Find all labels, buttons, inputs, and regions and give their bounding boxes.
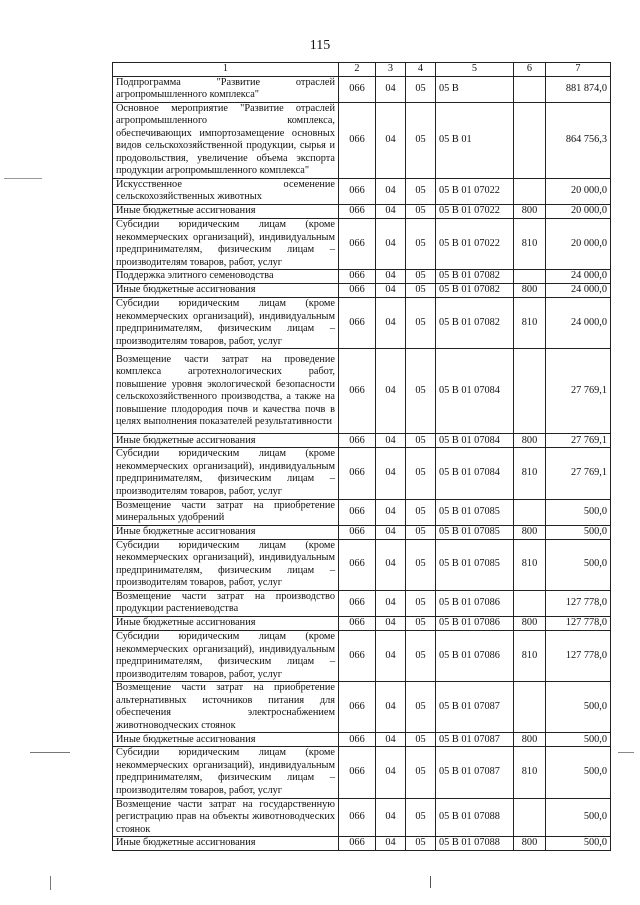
row-ved-cell: 066	[339, 298, 376, 349]
row-rz-cell: 04	[376, 219, 406, 270]
row-rz-cell: 04	[376, 798, 406, 837]
row-csr-cell: 05 В 01 07085	[436, 499, 514, 525]
row-pr-cell: 05	[406, 798, 436, 837]
row-csr-cell: 05 В	[436, 76, 514, 102]
row-pr-cell: 05	[406, 525, 436, 539]
row-sum-cell: 500,0	[546, 682, 611, 733]
row-name-cell: Возмещение части затрат на приобретение минеральных удобрений	[113, 499, 339, 525]
row-sum-cell: 500,0	[546, 525, 611, 539]
row-vr-cell: 810	[514, 539, 546, 590]
row-ved-cell: 066	[339, 349, 376, 434]
row-pr-cell: 05	[406, 590, 436, 616]
row-rz-cell: 04	[376, 539, 406, 590]
table-row	[113, 525, 611, 539]
row-rz-cell: 04	[376, 630, 406, 681]
row-name-cell: Иные бюджетные ассигнования	[113, 616, 339, 630]
row-csr-cell: 05 В 01 07087	[436, 682, 514, 733]
table-row	[113, 349, 611, 434]
row-vr-cell	[514, 178, 546, 204]
row-vr-cell: 810	[514, 219, 546, 270]
row-ved-cell: 066	[339, 284, 376, 298]
row-rz-cell: 04	[376, 76, 406, 102]
row-csr-cell: 05 В 01 07088	[436, 798, 514, 837]
header-cell: 4	[406, 63, 436, 77]
row-vr-cell: 800	[514, 837, 546, 851]
row-vr-cell	[514, 590, 546, 616]
row-pr-cell: 05	[406, 205, 436, 219]
table-row	[113, 616, 611, 630]
row-name-cell: Искусственное осеменение сельскохозяйственных животных	[113, 178, 339, 204]
scan-speck	[618, 752, 634, 753]
row-name-cell: Иные бюджетные ассигнования	[113, 525, 339, 539]
row-vr-cell: 810	[514, 630, 546, 681]
row-vr-cell: 810	[514, 298, 546, 349]
row-pr-cell: 05	[406, 349, 436, 434]
row-name-cell: Основное мероприятие "Развитие отраслей агропромышленного комплекса, обеспечивающих импортозамещение основных видов сельскохозяйственной продукции, сырья и продовольствия, увеличение объема экспорта продукции агропромышленного комплекса"	[113, 102, 339, 178]
row-csr-cell: 05 В 01 07084	[436, 448, 514, 499]
row-vr-cell: 800	[514, 205, 546, 219]
row-ved-cell: 066	[339, 616, 376, 630]
row-vr-cell: 800	[514, 284, 546, 298]
row-csr-cell: 05 В 01 07022	[436, 178, 514, 204]
row-pr-cell: 05	[406, 747, 436, 798]
row-ved-cell: 066	[339, 798, 376, 837]
row-rz-cell: 04	[376, 590, 406, 616]
row-pr-cell: 05	[406, 178, 436, 204]
row-sum-cell: 127 778,0	[546, 590, 611, 616]
row-pr-cell: 05	[406, 448, 436, 499]
row-sum-cell: 127 778,0	[546, 630, 611, 681]
row-sum-cell: 881 874,0	[546, 76, 611, 102]
row-rz-cell: 04	[376, 525, 406, 539]
row-name-cell: Иные бюджетные ассигнования	[113, 205, 339, 219]
row-ved-cell: 066	[339, 434, 376, 448]
row-pr-cell: 05	[406, 219, 436, 270]
row-name-cell: Субсидии юридическим лицам (кроме некоммерческих организаций), индивидуальным предпринимателям, физическим лицам – производителям товаров, работ, услуг	[113, 747, 339, 798]
table-row	[113, 499, 611, 525]
row-csr-cell: 05 В 01 07082	[436, 270, 514, 284]
row-csr-cell: 05 В 01 07086	[436, 616, 514, 630]
row-csr-cell: 05 В 01 07082	[436, 298, 514, 349]
row-name-cell: Подпрограмма "Развитие отраслей агропромышленного комплекса"	[113, 76, 339, 102]
row-sum-cell: 24 000,0	[546, 270, 611, 284]
row-name-cell: Субсидии юридическим лицам (кроме некоммерческих организаций), индивидуальным предпринимателям, физическим лицам – производителям товаров, работ, услуг	[113, 539, 339, 590]
row-pr-cell: 05	[406, 682, 436, 733]
row-sum-cell: 500,0	[546, 733, 611, 747]
row-rz-cell: 04	[376, 284, 406, 298]
row-csr-cell: 05 В 01 07082	[436, 284, 514, 298]
row-vr-cell	[514, 270, 546, 284]
row-vr-cell: 810	[514, 448, 546, 499]
row-pr-cell: 05	[406, 298, 436, 349]
row-vr-cell: 810	[514, 747, 546, 798]
row-csr-cell: 05 В 01 07085	[436, 539, 514, 590]
table-row	[113, 682, 611, 733]
row-ved-cell: 066	[339, 630, 376, 681]
table-row	[113, 434, 611, 448]
row-sum-cell: 27 769,1	[546, 434, 611, 448]
table-row	[113, 733, 611, 747]
row-sum-cell: 24 000,0	[546, 298, 611, 349]
scan-speck	[30, 752, 70, 753]
row-sum-cell: 20 000,0	[546, 178, 611, 204]
row-vr-cell	[514, 798, 546, 837]
scan-speck	[50, 876, 51, 890]
row-csr-cell: 05 В 01	[436, 102, 514, 178]
row-pr-cell: 05	[406, 837, 436, 851]
row-name-cell: Возмещение части затрат на производство продукции растениеводства	[113, 590, 339, 616]
row-name-cell: Иные бюджетные ассигнования	[113, 284, 339, 298]
row-vr-cell: 800	[514, 616, 546, 630]
scan-speck	[4, 178, 42, 179]
row-ved-cell: 066	[339, 219, 376, 270]
row-ved-cell: 066	[339, 747, 376, 798]
row-vr-cell	[514, 682, 546, 733]
scan-speck	[430, 876, 431, 888]
row-name-cell: Возмещение части затрат на приобретение альтернативных источников питания для обеспечения электроснабжением животноводческих стоянок	[113, 682, 339, 733]
row-csr-cell: 05 В 01 07084	[436, 349, 514, 434]
row-rz-cell: 04	[376, 102, 406, 178]
header-cell: 1	[113, 63, 339, 77]
table-row	[113, 270, 611, 284]
row-rz-cell: 04	[376, 733, 406, 747]
table-row	[113, 837, 611, 851]
table-row	[113, 205, 611, 219]
row-ved-cell: 066	[339, 733, 376, 747]
row-ved-cell: 066	[339, 178, 376, 204]
row-rz-cell: 04	[376, 682, 406, 733]
header-cell: 7	[546, 63, 611, 77]
table-row	[113, 102, 611, 178]
row-name-cell: Возмещение части затрат на проведение комплекса агротехнологических работ, повышение уровня экологической безопасности сельскохозяйственного производства, а также на повышение плодородия почв и качества почв в целях выполнения показателей результативности	[113, 349, 339, 434]
header-cell: 2	[339, 63, 376, 77]
row-name-cell: Иные бюджетные ассигнования	[113, 837, 339, 851]
row-pr-cell: 05	[406, 539, 436, 590]
row-vr-cell	[514, 349, 546, 434]
row-sum-cell: 500,0	[546, 798, 611, 837]
row-ved-cell: 066	[339, 76, 376, 102]
row-rz-cell: 04	[376, 616, 406, 630]
row-csr-cell: 05 В 01 07087	[436, 747, 514, 798]
row-name-cell: Иные бюджетные ассигнования	[113, 733, 339, 747]
row-vr-cell	[514, 102, 546, 178]
row-name-cell: Иные бюджетные ассигнования	[113, 434, 339, 448]
table-body	[113, 63, 611, 851]
row-ved-cell: 066	[339, 102, 376, 178]
table-header-row	[113, 63, 611, 77]
table-row	[113, 219, 611, 270]
row-name-cell: Субсидии юридическим лицам (кроме некоммерческих организаций), индивидуальным предпринимателям, физическим лицам – производителям товаров, работ, услуг	[113, 630, 339, 681]
row-sum-cell: 27 769,1	[546, 448, 611, 499]
budget-table	[112, 62, 611, 851]
table-row	[113, 284, 611, 298]
row-sum-cell: 20 000,0	[546, 219, 611, 270]
row-csr-cell: 05 В 01 07022	[436, 205, 514, 219]
row-pr-cell: 05	[406, 76, 436, 102]
row-rz-cell: 04	[376, 499, 406, 525]
header-cell: 6	[514, 63, 546, 77]
table-row	[113, 798, 611, 837]
row-sum-cell: 500,0	[546, 539, 611, 590]
row-ved-cell: 066	[339, 205, 376, 219]
row-vr-cell: 800	[514, 733, 546, 747]
page-number: 115	[309, 38, 331, 53]
row-csr-cell: 05 В 01 07085	[436, 525, 514, 539]
row-vr-cell: 800	[514, 434, 546, 448]
table-row	[113, 747, 611, 798]
row-pr-cell: 05	[406, 616, 436, 630]
row-ved-cell: 066	[339, 270, 376, 284]
row-pr-cell: 05	[406, 733, 436, 747]
table-row	[113, 630, 611, 681]
table-row	[113, 448, 611, 499]
row-rz-cell: 04	[376, 837, 406, 851]
row-vr-cell	[514, 76, 546, 102]
row-ved-cell: 066	[339, 525, 376, 539]
table-row	[113, 590, 611, 616]
row-ved-cell: 066	[339, 448, 376, 499]
row-sum-cell: 127 778,0	[546, 616, 611, 630]
row-csr-cell: 05 В 01 07088	[436, 837, 514, 851]
row-csr-cell: 05 В 01 07084	[436, 434, 514, 448]
row-csr-cell: 05 В 01 07086	[436, 630, 514, 681]
row-pr-cell: 05	[406, 499, 436, 525]
row-sum-cell: 27 769,1	[546, 349, 611, 434]
row-sum-cell: 500,0	[546, 499, 611, 525]
row-pr-cell: 05	[406, 630, 436, 681]
row-rz-cell: 04	[376, 747, 406, 798]
row-rz-cell: 04	[376, 349, 406, 434]
row-vr-cell: 800	[514, 525, 546, 539]
row-name-cell: Субсидии юридическим лицам (кроме некоммерческих организаций), индивидуальным предпринимателям, физическим лицам – производителям товаров, работ, услуг	[113, 448, 339, 499]
row-name-cell: Поддержка элитного семеноводства	[113, 270, 339, 284]
table-row	[113, 539, 611, 590]
row-rz-cell: 04	[376, 270, 406, 284]
row-rz-cell: 04	[376, 434, 406, 448]
table-row	[113, 298, 611, 349]
row-rz-cell: 04	[376, 448, 406, 499]
row-sum-cell: 864 756,3	[546, 102, 611, 178]
row-rz-cell: 04	[376, 298, 406, 349]
row-pr-cell: 05	[406, 102, 436, 178]
row-ved-cell: 066	[339, 682, 376, 733]
row-sum-cell: 24 000,0	[546, 284, 611, 298]
row-ved-cell: 066	[339, 837, 376, 851]
row-pr-cell: 05	[406, 434, 436, 448]
row-rz-cell: 04	[376, 205, 406, 219]
row-rz-cell: 04	[376, 178, 406, 204]
header-cell: 5	[436, 63, 514, 77]
row-csr-cell: 05 В 01 07022	[436, 219, 514, 270]
row-pr-cell: 05	[406, 270, 436, 284]
row-sum-cell: 20 000,0	[546, 205, 611, 219]
row-ved-cell: 066	[339, 539, 376, 590]
row-pr-cell: 05	[406, 284, 436, 298]
header-cell: 3	[376, 63, 406, 77]
row-csr-cell: 05 В 01 07086	[436, 590, 514, 616]
row-vr-cell	[514, 499, 546, 525]
table-row	[113, 178, 611, 204]
row-ved-cell: 066	[339, 499, 376, 525]
row-ved-cell: 066	[339, 590, 376, 616]
row-name-cell: Субсидии юридическим лицам (кроме некоммерческих организаций), индивидуальным предпринимателям, физическим лицам – производителям товаров, работ, услуг	[113, 298, 339, 349]
row-sum-cell: 500,0	[546, 837, 611, 851]
row-name-cell: Субсидии юридическим лицам (кроме некоммерческих организаций), индивидуальным предпринимателям, физическим лицам – производителям товаров, работ, услуг	[113, 219, 339, 270]
row-name-cell: Возмещение части затрат на государственную регистрацию прав на объекты животноводческих стоянок	[113, 798, 339, 837]
row-sum-cell: 500,0	[546, 747, 611, 798]
row-csr-cell: 05 В 01 07087	[436, 733, 514, 747]
table-row	[113, 76, 611, 102]
